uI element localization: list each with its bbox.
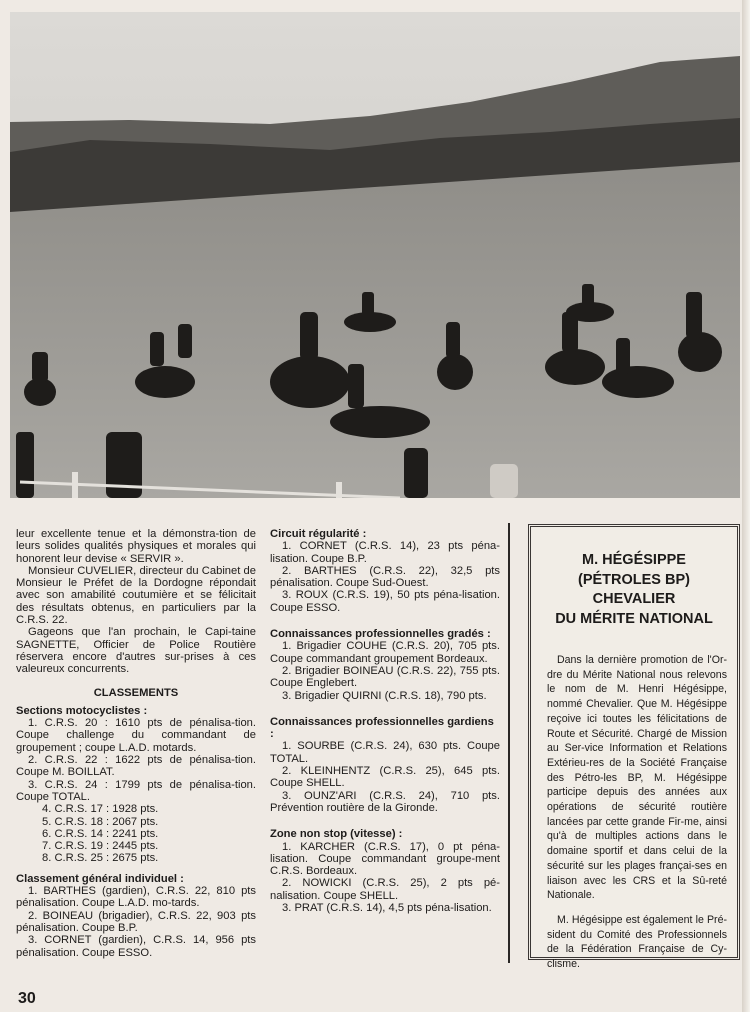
- grades-heading: Connaissances professionnelles gradés :: [270, 628, 491, 641]
- zone-rank-3: 3. PRAT (C.R.S. 14), 4,5 pts péna-lisation.: [282, 902, 492, 915]
- column-divider: [508, 523, 510, 963]
- section-rank-2: 2. C.R.S. 22 : 1622 pts de pénalisa-tion. Coupe M. BOILLAT.: [16, 754, 256, 779]
- grades-rank-1: 1. Brigadier COUHE (C.R.S. 20), 705 pts. Coupe commandant groupement Bordeaux.: [270, 640, 500, 665]
- section-rank-6: 6. C.R.S. 14 : 2241 pts.: [42, 827, 159, 840]
- intro-paragraph-1: leur excellente tenue et la démonstra-tion de leurs solides qualités physiques et morales qui honorent leur devise « SERVIR ».: [16, 528, 256, 565]
- sections-heading: Sections motocyclistes :: [16, 704, 148, 717]
- circuit-rank-1: 1. CORNET (C.R.S. 14), 23 pts péna-lisation. Coupe B.P.: [270, 540, 500, 565]
- general-rank-3: 3. CORNET (gardien), C.R.S. 14, 956 pts pénalisation. Coupe ESSO.: [16, 934, 256, 959]
- box-heading-line-1: M. HÉGÉSIPPE: [582, 552, 686, 568]
- circuit-rank-3: 3. ROUX (C.R.S. 19), 50 pts péna-lisation. Coupe ESSO.: [270, 589, 500, 614]
- section-rank-1: 1. C.R.S. 20 : 1610 pts de pénalisa-tion. Coupe challenge du commandant de groupement ; coupe L.A.D. motards.: [16, 717, 256, 754]
- gardiens-rank-2: 2. KLEINHENTZ (C.R.S. 25), 645 pts. Coupe SHELL.: [270, 765, 500, 790]
- box-body: [547, 653, 727, 972]
- zone-heading: Zone non stop (vitesse) :: [270, 828, 403, 841]
- photo-motorcyclists-in-field: [10, 12, 740, 498]
- column-middle: [270, 528, 500, 914]
- grades-rank-3: 3. Brigadier QUIRNI (C.R.S. 18), 790 pts.: [282, 689, 487, 702]
- gardiens-rank-1: 1. SOURBE (C.R.S. 24), 630 pts. Coupe TOTAL.: [270, 740, 500, 765]
- intro-paragraph-2: Monsieur CUVELIER, directeur du Cabinet de Monsieur le Préfet de la Dordogne répondait avec son amabilité coutumière et se félicitait des résultats obtenus, en particuliers par la C.R.S. 22.: [16, 564, 256, 627]
- box-paragraph-2: M. Hégésippe est également le Pré-sident du Comité des Professionnels de la Fédération Française de Cy-clisme.: [547, 913, 727, 971]
- section-rank-5: 5. C.R.S. 18 : 2067 pts.: [42, 815, 159, 828]
- gardiens-heading: Connaissances professionnelles gardiens :: [270, 715, 494, 741]
- gardiens-rank-3: 3. OUNZ'ARI (C.R.S. 24), 710 pts. Prévention routière de la Gironde.: [270, 789, 500, 814]
- general-rank-2: 2. BOINEAU (brigadier), C.R.S. 22, 903 pts pénalisation. Coupe B.P.: [16, 909, 256, 934]
- box-heading-line-2: (PÉTROLES BP): [578, 571, 690, 588]
- sidebar-box-hegesippe: [528, 524, 740, 971]
- box-heading-line-3: CHEVALIER: [592, 591, 676, 607]
- box-heading: [531, 551, 737, 629]
- section-rank-7: 7. C.R.S. 19 : 2445 pts.: [42, 840, 159, 853]
- zone-rank-2: 2. NOWICKI (C.R.S. 25), 2 pts pé-nalisation. Coupe SHELL.: [270, 877, 500, 902]
- general-heading: Classement général individuel :: [16, 872, 184, 885]
- grades-rank-2: 2. Brigadier BOINEAU (C.R.S. 22), 755 pts. Coupe Englebert.: [270, 664, 500, 690]
- box-paragraph-1: Dans la dernière promotion de l'Or-dre du Mérite National nous relevons le nom de M. Henri Hégésippe, nommé Chevalier. Que M. Hégésippe reçoive ici toutes les félicitations de Route et Sécurité. Chargé de Mission au Ser-vice Information et Relations Extérieu-res de la Société Française des Pétro-les BP, M. Hégésippe participe depuis des années aux opérations de sécurité routière lancées par cette grande Fir-me, ainsi qu'à de multiples actions dans le domaine sportif et dans celui de la sécurité sur les plages françai-ses en liaison avec les CRS et la Sû-reté Nationale.: [547, 654, 727, 902]
- box-heading-line-4: DU MÉRITE NATIONAL: [555, 610, 713, 627]
- page-edge: [742, 0, 750, 1012]
- classements-heading: CLASSEMENTS: [93, 686, 179, 699]
- section-rank-4: 4. C.R.S. 17 : 1928 pts.: [42, 803, 159, 816]
- page-number: 30: [18, 990, 36, 1007]
- intro-paragraph-3: Gageons que l'an prochain, le Capi-taine SAGNETTE, Officier de Police Routière réservera encore d'autres sur-prises à ces valeureux concurrents.: [16, 626, 256, 676]
- section-rank-3: 3. C.R.S. 24 : 1799 pts de pénalisa-tion. Coupe TOTAL.: [16, 778, 256, 803]
- zone-rank-1: 1. KARCHER (C.R.S. 17), 0 pt péna-lisation. Coupe commandant groupe-ment C.R.S. Bordeaux.: [270, 840, 500, 878]
- section-rank-8: 8. C.R.S. 25 : 2675 pts.: [42, 852, 159, 865]
- field-photo-image: [10, 12, 740, 498]
- circuit-rank-2: 2. BARTHES (C.R.S. 22), 32,5 pts pénalisation. Coupe Sud-Ouest.: [270, 564, 500, 590]
- column-left: [16, 528, 256, 959]
- circuit-heading: Circuit régularité :: [270, 528, 367, 540]
- general-rank-1: 1. BARTHES (gardien), C.R.S. 22, 810 pts pénalisation. Coupe L.A.D. mo-tards.: [16, 885, 256, 910]
